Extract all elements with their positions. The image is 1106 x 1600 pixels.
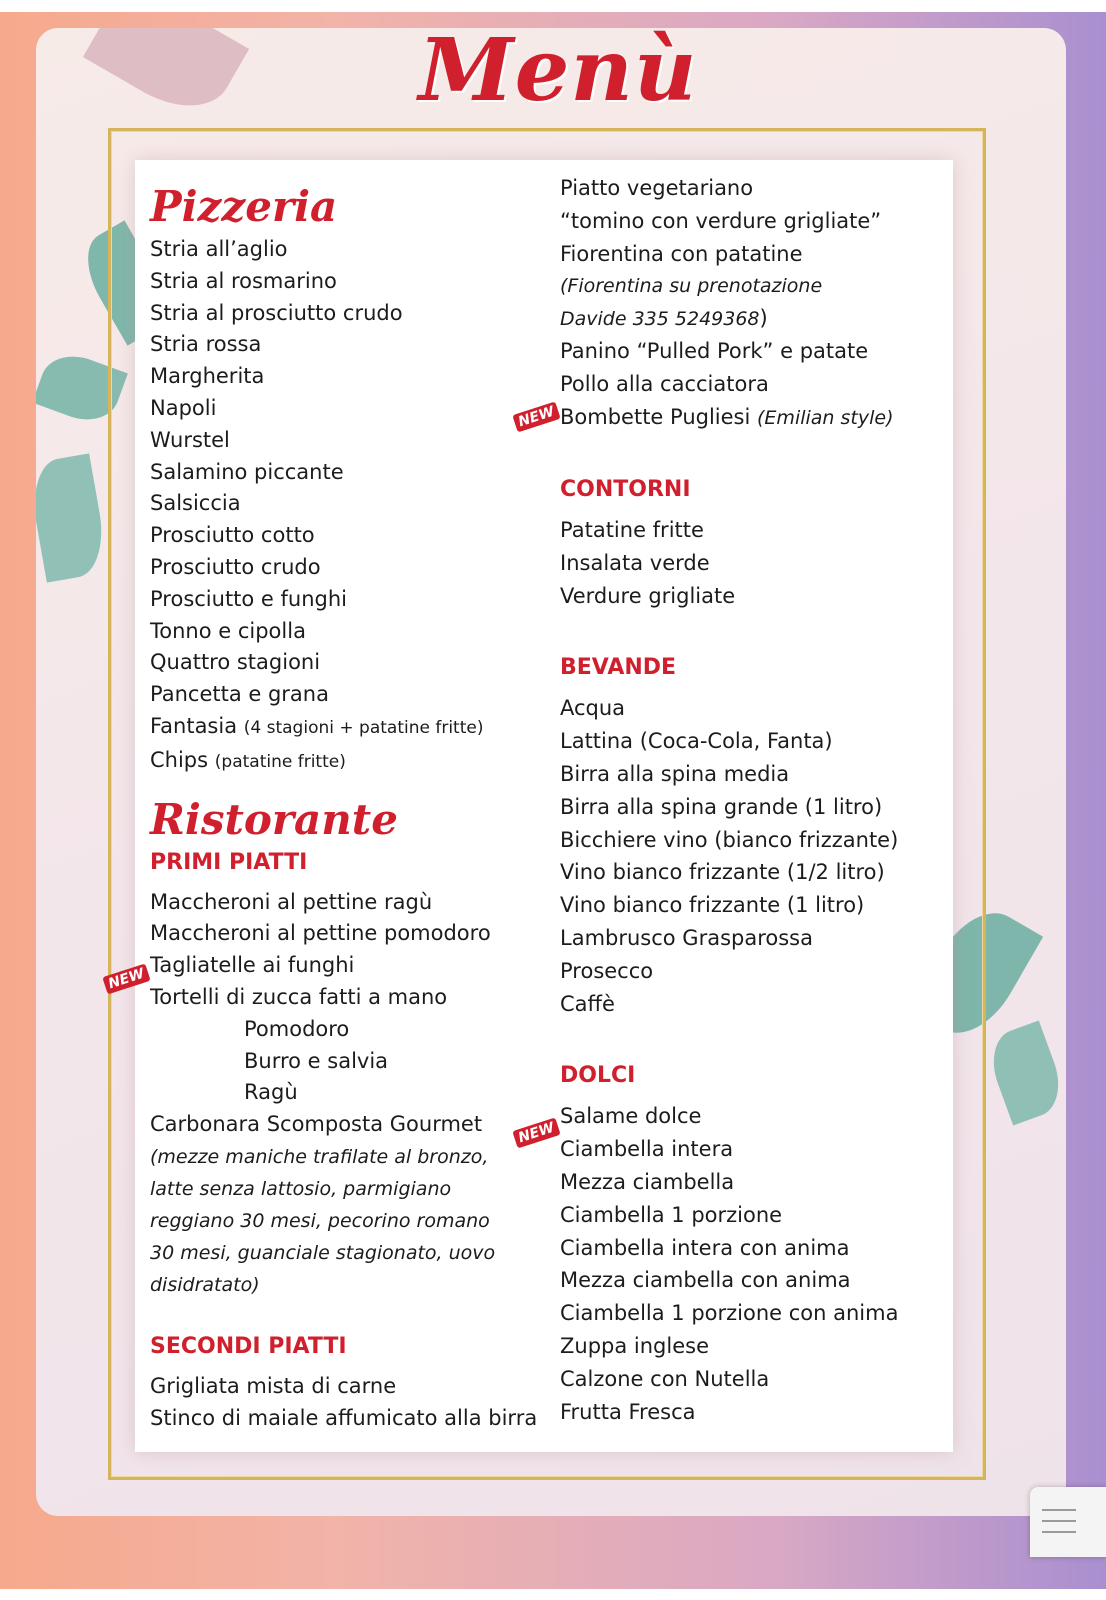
ristorante-heading: Ristorante — [150, 794, 398, 844]
leaf-decoration-icon — [83, 28, 249, 127]
list-item: Caffè — [560, 991, 615, 1016]
list-item: Verdure grigliate — [560, 583, 736, 608]
left-column — [150, 180, 550, 1435]
right-column — [560, 172, 940, 1428]
new-badge-icon: NEW — [512, 1118, 560, 1149]
leaf-decoration-icon — [36, 453, 110, 582]
list-item: Tortelli di zucca fatti a mano — [150, 984, 448, 1009]
list-item: Stria all’aglio — [150, 237, 288, 261]
secondi-heading: SECONDI PIATTI — [150, 1333, 347, 1359]
list-item: Napoli — [150, 395, 217, 420]
carbonara-note: disidratato) — [150, 1273, 260, 1296]
list-item: Ciambella intera con anima — [560, 1235, 850, 1260]
list-item: “tomino con verdure grigliate” — [560, 208, 882, 233]
list-item: Salame dolce — [560, 1104, 702, 1129]
list-item: Tagliatelle ai funghi — [150, 953, 355, 978]
leaf-decoration-icon — [982, 1020, 1066, 1125]
list-item: Mezza ciambella — [560, 1169, 735, 1194]
list-item: Wurstel — [150, 427, 230, 452]
pizzeria-list — [150, 234, 550, 779]
list-item: Stinco di maiale affumicato alla birra — [150, 1405, 538, 1430]
list-item: Maccheroni al pettine ragù — [150, 889, 433, 914]
list-item: Margherita — [150, 364, 265, 389]
list-item: Prosecco — [560, 958, 654, 983]
list-item: Stria al prosciutto crudo — [150, 300, 403, 325]
list-item: Prosciutto cotto — [150, 523, 315, 548]
list-item: Vino bianco frizzante (1 litro) — [560, 893, 865, 918]
new-badge-icon: NEW — [102, 964, 150, 995]
primi-heading: PRIMI PIATTI — [150, 849, 308, 875]
list-item: Ciambella intera — [560, 1137, 734, 1162]
chips-label: Chips — [150, 747, 209, 772]
fantasia-detail: (4 stagioni + patatine fritte) — [243, 717, 484, 738]
list-item: Piatto vegetariano — [560, 176, 754, 200]
list-item: Calzone con Nutella — [560, 1366, 770, 1391]
list-item: Lattina (Coca-Cola, Fanta) — [560, 729, 833, 754]
list-item: Stria rossa — [150, 332, 262, 357]
contorni-heading: CONTORNI — [560, 476, 691, 502]
list-item: Salsiccia — [150, 491, 241, 516]
list-item: Maccheroni al pettine pomodoro — [150, 921, 491, 946]
list-item: Zuppa inglese — [560, 1333, 709, 1358]
list-item — [150, 745, 550, 779]
carbonara-note: (mezze maniche trafilate al bronzo, — [150, 1145, 489, 1168]
list-item: Tonno e cipolla — [150, 618, 306, 643]
list-item: Prosciutto crudo — [150, 554, 321, 579]
fiorentina-close: ) — [759, 306, 768, 331]
page-title: Menù — [418, 20, 698, 121]
list-item: Birra alla spina grande (1 litro) — [560, 794, 883, 819]
list-item: Ciambella 1 porzione con anima — [560, 1301, 899, 1326]
list-item: Stria al rosmarino — [150, 268, 337, 293]
pizzeria-heading: Pizzeria — [150, 182, 338, 231]
bevande-heading: BEVANDE — [560, 655, 677, 681]
list-item: Ciambella 1 porzione — [560, 1202, 783, 1227]
list-item: Patatine fritte — [560, 517, 704, 542]
dolci-heading: DOLCI — [560, 1063, 636, 1089]
list-item: Acqua — [560, 696, 626, 721]
hamburger-menu-button[interactable] — [1030, 1487, 1106, 1557]
list-item: Pancetta e grana — [150, 682, 329, 707]
list-item: Pollo alla cacciatora — [560, 372, 769, 397]
list-item: Pomodoro — [244, 1016, 350, 1041]
list-item: Ragù — [244, 1080, 298, 1105]
list-item: Bicchiere vino (bianco frizzante) — [560, 827, 899, 852]
fiorentina-note: (Fiorentina su prenotazione — [560, 275, 823, 298]
bombette-detail: (Emilian style) — [757, 406, 894, 429]
fiorentina-phone: Davide 335 5249368 — [560, 308, 760, 331]
fantasia-label: Fantasia — [150, 713, 238, 738]
list-item — [150, 711, 550, 745]
list-item: Birra alla spina media — [560, 761, 790, 786]
chips-detail: (patatine fritte) — [214, 751, 346, 772]
list-item: Lambrusco Grasparossa — [560, 925, 813, 950]
list-item: Vino bianco frizzante (1/2 litro) — [560, 860, 885, 885]
bombette-label: Bombette Pugliesi — [560, 404, 751, 429]
list-item: Mezza ciambella con anima — [560, 1268, 851, 1293]
carbonara-note: reggiano 30 mesi, pecorino romano — [150, 1209, 490, 1232]
list-item — [560, 401, 940, 434]
list-item: Fiorentina con patatine — [560, 241, 803, 266]
hamburger-menu-icon — [1042, 1520, 1076, 1522]
list-item: Panino “Pulled Pork” e patate — [560, 339, 869, 364]
carbonara-note: 30 mesi, guanciale stagionato, uovo — [150, 1241, 496, 1264]
list-item: Frutta Fresca — [560, 1399, 696, 1424]
carbonara-note: latte senza lattosio, parmigiano — [150, 1177, 452, 1200]
hamburger-menu-icon — [1042, 1531, 1076, 1533]
list-item: Insalata verde — [560, 550, 710, 575]
list-item: Prosciutto e funghi — [150, 586, 348, 611]
list-item: Burro e salvia — [244, 1048, 389, 1073]
list-item: Carbonara Scomposta Gourmet — [150, 1112, 483, 1137]
list-item: Quattro stagioni — [150, 650, 321, 675]
hamburger-menu-icon — [1042, 1509, 1076, 1511]
list-item: Salamino piccante — [150, 459, 344, 484]
list-item: Grigliata mista di carne — [150, 1373, 397, 1398]
new-badge-icon: NEW — [512, 402, 560, 433]
fiorentina-contact — [560, 302, 940, 335]
